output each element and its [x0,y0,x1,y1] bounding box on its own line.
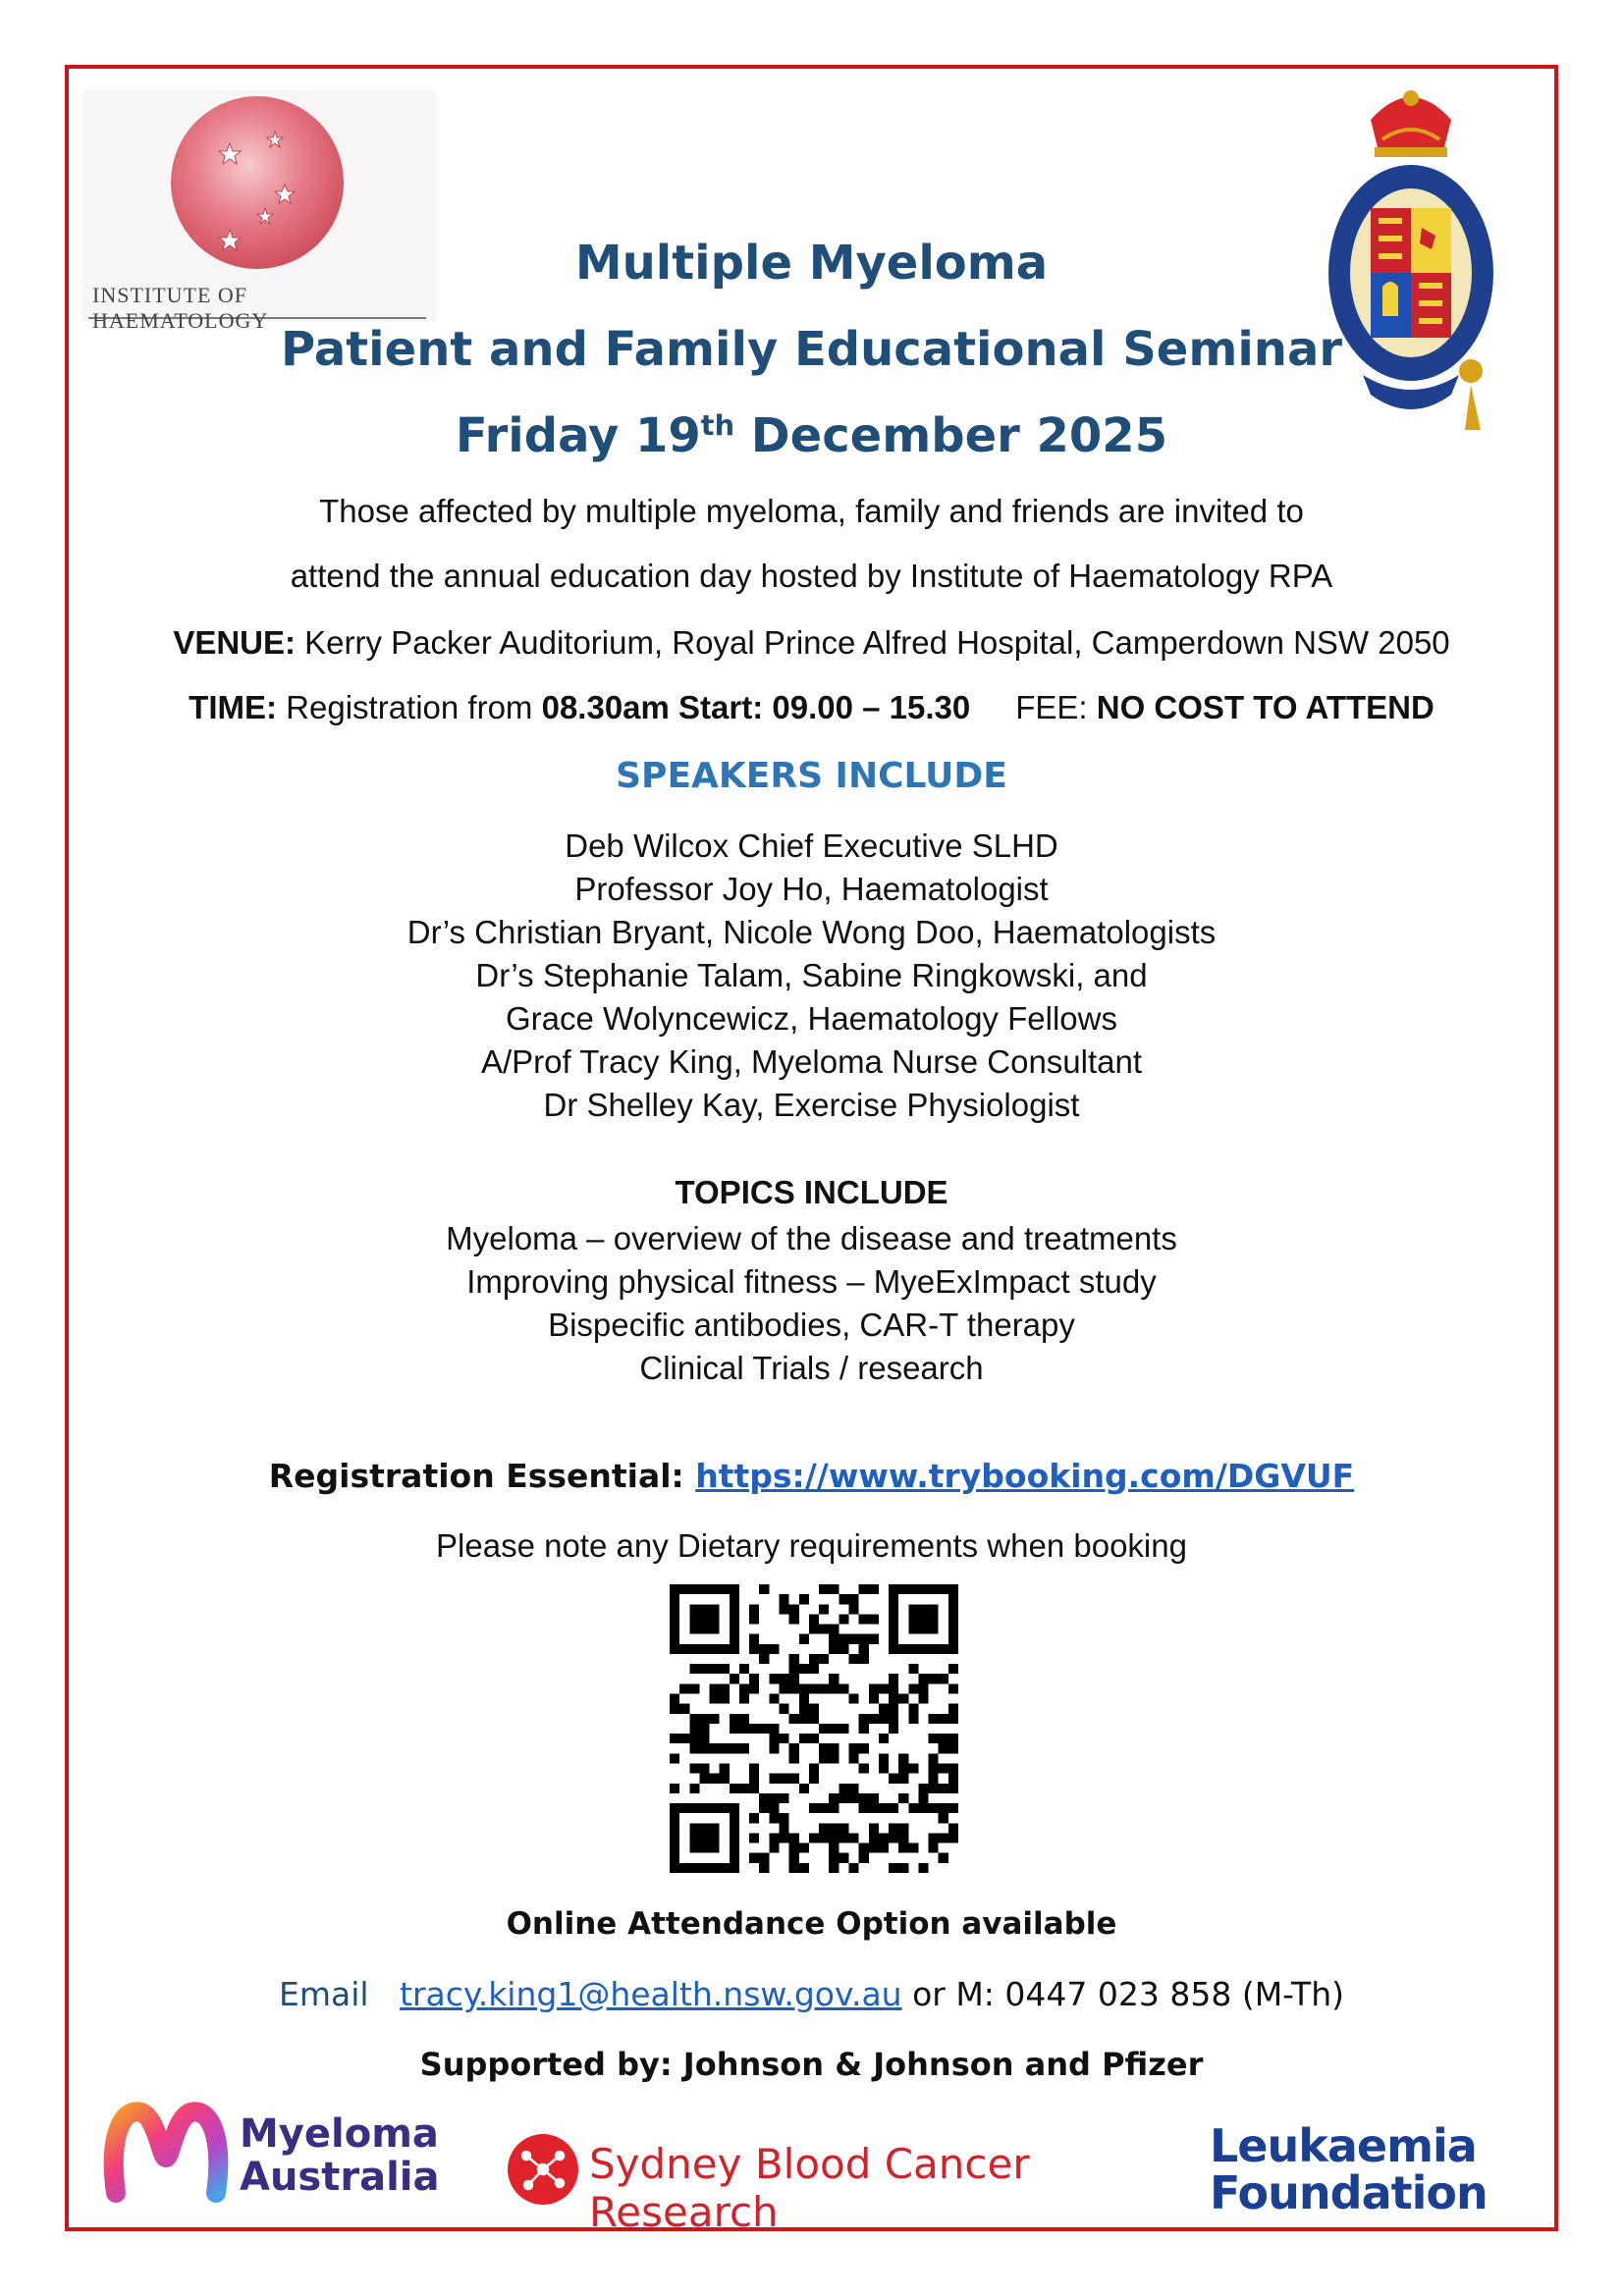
topic-item: Bispecific antibodies, CAR-T therapy [548,1307,1075,1343]
foundation-word: Foundation [1210,2166,1488,2219]
email-link[interactable]: tracy.king1@health.nsw.gov.au [400,1975,902,2013]
supported-by: Supported by: Johnson & Johnson and Pfizer [419,2046,1204,2083]
topics-list [65,1217,1558,1390]
venue-text: Kerry Packer Auditorium, Royal Prince Alfred Hospital, Camperdown NSW 2050 [296,624,1450,661]
myeloma-australia-m-icon [102,2099,230,2207]
contact-line [65,1975,1558,2013]
dietary-note: Please note any Dietary requirements when booking [436,1527,1187,1564]
time-registration: Registration from [277,689,542,725]
intro-line-1: Those affected by multiple myeloma, family and friends are invited to [319,493,1304,529]
email-label: Email [278,1975,401,2013]
fee-value: NO COST TO ATTEND [1096,689,1435,725]
speaker-item: Professor Joy Ho, Haematologist [574,871,1049,907]
myeloma-australia-text [240,2112,440,2199]
registration-link[interactable]: https://www.trybooking.com/DGVUF [695,1457,1355,1495]
event-date [65,408,1558,463]
venue-label: VENUE: [173,624,296,661]
leukaemia-word: Leukaemia [1210,2119,1477,2172]
topics-heading: TOPICS INCLUDE [675,1174,948,1210]
institute-logo-text: INSTITUTE OF HAEMATOLOGY [92,283,269,333]
speaker-item: Grace Wolyncewicz, Haematology Fellows [506,1000,1117,1037]
time-label: TIME: [189,689,277,725]
date-rest: December 2025 [734,408,1168,463]
sydney-blood-cancer-research-logo [505,2126,1133,2236]
leukaemia-foundation-logo [1210,2119,1534,2220]
speaker-item: Dr’s Christian Bryant, Nicole Wong Doo, Haematologists [406,914,1217,950]
date-prefix: Friday 19 [455,408,701,463]
speaker-item: A/Prof Tracy King, Myeloma Nurse Consultant [480,1043,1143,1080]
registration-line [65,1457,1558,1495]
blood-drop-network-icon [505,2126,581,2209]
venue-line [65,624,1558,662]
time-line [65,689,1558,726]
speakers-heading: SPEAKERS INCLUDE [616,756,1007,796]
myeloma-australia-logo [102,2099,456,2207]
speaker-item: Dr’s Stephanie Talam, Sabine Ringkowski, and [475,957,1148,993]
registration-label: Registration Essential: [268,1457,696,1495]
title-line-1: Multiple Myeloma [574,236,1049,291]
speakers-list [65,825,1558,1127]
speaker-item: Dr Shelley Kay, Exercise Physiologist [543,1087,1080,1123]
title-line-2: Patient and Family Educational Seminar [280,322,1343,377]
qr-code-icon [670,1584,958,1873]
phone-text: or M: 0447 023 858 (M-Th) [901,1975,1345,2013]
australia-word: Australia [240,2155,440,2200]
online-option: Online Attendance Option available [506,1906,1117,1942]
time-values: 08.30am Start: 09.00 – 15.30 [541,689,971,725]
sydney-blood-text: Sydney Blood Cancer Research [589,2140,1030,2236]
date-suffix: th [700,408,735,442]
qr-code[interactable] [670,1584,958,1873]
topic-item: Myeloma – overview of the disease and treatments [446,1220,1177,1256]
myeloma-word: Myeloma [240,2111,439,2157]
topic-item: Improving physical fitness – MyeExImpact study [466,1263,1157,1300]
fee-label: FEE: [1015,689,1097,725]
speaker-item: Deb Wilcox Chief Executive SLHD [565,828,1058,864]
intro-line-2: attend the annual education day hosted by Institute of Haematology RPA [290,558,1333,594]
topic-item: Clinical Trials / research [639,1350,984,1386]
